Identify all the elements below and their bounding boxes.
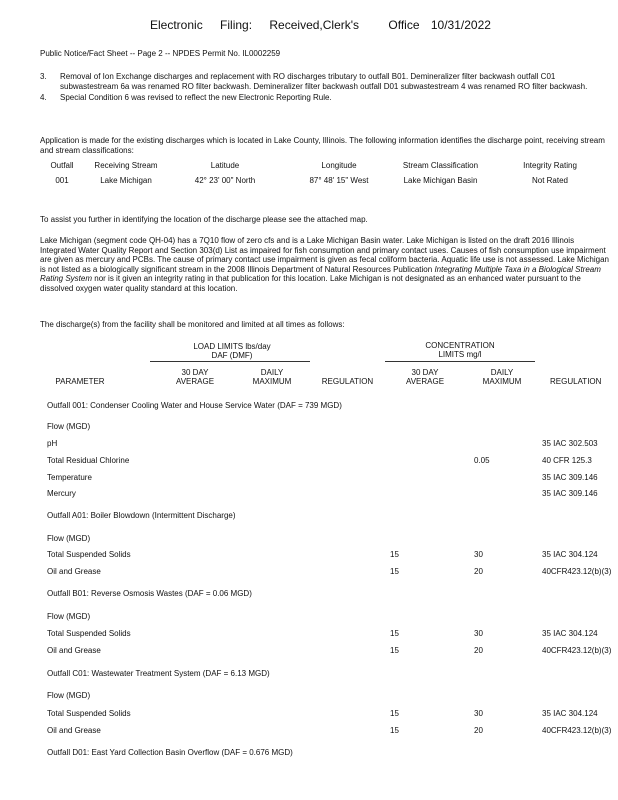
regulation-value: 35 IAC 309.146 xyxy=(542,473,598,482)
table-row xyxy=(47,646,617,656)
header-line-2: MAXIMUM xyxy=(482,377,522,386)
changes-list xyxy=(40,72,612,104)
table-cell: Lake Michigan Basin xyxy=(403,176,478,185)
header-line-2: MAXIMUM xyxy=(252,377,292,386)
column-header-load-regulation: REGULATION xyxy=(321,377,374,386)
table-row xyxy=(47,567,617,577)
column-header-parameter: PARAMETER xyxy=(55,377,105,386)
max-value: 20 xyxy=(474,567,483,576)
avg-value: 15 xyxy=(390,567,399,576)
regulation-value: 35 IAC 302.503 xyxy=(542,439,598,448)
stamp-part-2: Filing: xyxy=(220,18,253,32)
publication-title: Integrating Multiple Taxa in a Biological Stream Rating System xyxy=(40,264,601,284)
table-row xyxy=(47,489,617,499)
table-header-row xyxy=(40,161,615,176)
regulation-value: 35 IAC 304.124 xyxy=(542,550,598,559)
load-limits-title: LOAD LIMITS lbs/day xyxy=(193,342,271,351)
max-value: 30 xyxy=(474,550,483,559)
concentration-title: CONCENTRATION xyxy=(425,341,495,350)
parameter-name: Total Suspended Solids xyxy=(47,629,131,638)
table-row xyxy=(47,422,617,432)
table-cell: 001 xyxy=(55,176,69,185)
column-header-conc-30day xyxy=(390,368,460,386)
concentration-subtitle: LIMITS mg/l xyxy=(438,350,482,359)
parameter-name: Flow (MGD) xyxy=(47,691,91,700)
column-header: Latitude xyxy=(210,161,240,170)
column-header-conc-regulation: REGULATION xyxy=(550,377,602,386)
assist-paragraph: To assist you further in identifying the location of the discharge please see the attached map. xyxy=(40,215,368,224)
header-line-1: 30 DAY xyxy=(411,368,439,377)
stamp-part-5: 10/31/2022 xyxy=(430,18,491,32)
table-row xyxy=(40,176,615,185)
section-title: Outfall D01: East Yard Collection Basin Overflow (DAF = 0.676 MGD) xyxy=(47,748,293,757)
max-value: 20 xyxy=(474,646,483,655)
item-number: 4. xyxy=(40,93,47,102)
max-value: 0.05 xyxy=(474,456,490,465)
column-header-load-daily xyxy=(237,368,307,386)
table-row xyxy=(47,726,617,736)
parameter-name: Mercury xyxy=(47,489,76,498)
lake-text-part-2: nor is it given an integrity rating in that publication for this location. Lake Michigan is not designated as an enhanced water pursuant to the dissolved oxygen water quality standard at this location. xyxy=(40,274,581,293)
max-value: 30 xyxy=(474,629,483,638)
parameter-name: Flow (MGD) xyxy=(47,534,91,543)
parameter-name: Total Residual Chlorine xyxy=(47,456,130,465)
item-text: Special Condition 6 was revised to reflect the new Electronic Reporting Rule. xyxy=(60,93,332,102)
avg-value: 15 xyxy=(390,646,399,655)
location-table xyxy=(40,161,615,185)
load-limits-rule xyxy=(150,361,310,362)
section-title: Outfall B01: Reverse Osmosis Wastes (DAF = 0.06 MGD) xyxy=(47,589,252,598)
table-row xyxy=(47,612,617,622)
parameter-name: pH xyxy=(47,439,58,448)
regulation-value: 40CFR423.12(b)(3) xyxy=(542,646,612,655)
regulation-value: 35 IAC 304.124 xyxy=(542,709,598,718)
column-header-load-30day xyxy=(160,368,230,386)
avg-value: 15 xyxy=(390,726,399,735)
stamp-part-4: Office xyxy=(388,18,420,32)
header-line-1: DAILY xyxy=(260,368,284,377)
monitor-paragraph: The discharge(s) from the facility shall be monitored and limited at all times as follows: xyxy=(40,320,345,329)
avg-value: 15 xyxy=(390,550,399,559)
regulation-value: 35 IAC 304.124 xyxy=(542,629,598,638)
table-row xyxy=(47,456,617,466)
table-cell: 42° 23' 00" North xyxy=(194,176,256,185)
column-header: Stream Classification xyxy=(402,161,479,170)
concentration-limits-rule xyxy=(385,361,535,362)
max-value: 30 xyxy=(474,709,483,718)
parameter-name: Oil and Grease xyxy=(47,567,101,576)
header-line-1: DAILY xyxy=(490,368,514,377)
parameter-name: Total Suspended Solids xyxy=(47,550,131,559)
table-row xyxy=(47,473,617,483)
column-header: Longitude xyxy=(321,161,357,170)
item-text: Removal of Ion Exchange discharges and replacement with RO discharges tributary to outfall B01. Demineralizer filter backwash outfall C01 subwastestream 6a was renamed RO filter backwash. Demineralizer filter backwash outfall D01 subwastestream 4 was renamed RO filter backwash. xyxy=(60,72,588,91)
parameter-name: Flow (MGD) xyxy=(47,612,91,621)
parameter-name: Temperature xyxy=(47,473,92,482)
page-header: Public Notice/Fact Sheet -- Page 2 -- NPDES Permit No. IL0002259 xyxy=(40,49,281,58)
parameter-name: Oil and Grease xyxy=(47,646,101,655)
load-limits-subtitle: DAF (DMF) xyxy=(211,351,253,360)
stamp-part-1: Electronic xyxy=(150,18,203,32)
header-line-2: AVERAGE xyxy=(405,377,445,386)
table-row xyxy=(47,691,617,701)
parameter-name: Total Suspended Solids xyxy=(47,709,131,718)
column-header: Integrity Rating xyxy=(523,161,577,170)
parameter-name: Flow (MGD) xyxy=(47,422,91,431)
avg-value: 15 xyxy=(390,709,399,718)
regulation-value: 35 IAC 309.146 xyxy=(542,489,598,498)
item-number: 3. xyxy=(40,72,47,81)
stamp-part-3: Received,Clerk's xyxy=(269,18,360,32)
table-row xyxy=(47,629,617,639)
table-cell: Lake Michigan xyxy=(100,176,152,185)
column-header-conc-daily xyxy=(467,368,537,386)
regulation-value: 40CFR423.12(b)(3) xyxy=(542,726,612,735)
column-header: Outfall xyxy=(50,161,74,170)
header-line-1: 30 DAY xyxy=(181,368,209,377)
section-title: Outfall C01: Wastewater Treatment System (DAF = 6.13 MGD) xyxy=(47,669,270,678)
lake-paragraph xyxy=(40,236,610,294)
avg-value: 15 xyxy=(390,629,399,638)
table-cell: Not Rated xyxy=(531,176,569,185)
max-value: 20 xyxy=(474,726,483,735)
table-row xyxy=(47,534,617,544)
list-item xyxy=(40,93,612,103)
section-title: Outfall 001: Condenser Cooling Water and House Service Water (DAF = 739 MGD) xyxy=(47,401,342,410)
parameter-name: Oil and Grease xyxy=(47,726,101,735)
table-row xyxy=(47,709,617,719)
header-line-2: AVERAGE xyxy=(175,377,215,386)
concentration-limits-header xyxy=(380,341,540,359)
column-header: Receiving Stream xyxy=(94,161,158,170)
electronic-filing-stamp xyxy=(150,18,505,32)
list-item xyxy=(40,72,612,92)
application-paragraph: Application is made for the existing discharges which is located in Lake County, Illinois. The following information identifies the discharge point, receiving stream and stream classifications: xyxy=(40,136,605,155)
regulation-value: 40CFR423.12(b)(3) xyxy=(542,567,612,576)
lake-text-part-1: Lake Michigan (segment code QH-04) has a 7Q10 flow of zero cfs and is a Lake Michigan Basin water. Lake Michigan is listed on the draft 2016 Illinois Integrated Water Quality Report and Section 303(d) List as impaired for fish consumption and primary contact uses. Causes of fish consumption use impairment are given as mercury and PCBs. The cause of primary contact use impairment is given as fecal coliform bacteria. Aquatic life use is not assessed. Lake Michigan is not listed as a biologically significant stream in the 2008 Illinois Department of Natural Resources Publication xyxy=(40,236,610,274)
regulation-value: 40 CFR 125.3 xyxy=(542,456,592,465)
load-limits-header xyxy=(150,342,314,360)
section-title: Outfall A01: Boiler Blowdown (Intermittent Discharge) xyxy=(47,511,236,520)
table-row xyxy=(47,550,617,560)
table-cell: 87° 48' 15" West xyxy=(309,176,369,185)
table-row xyxy=(47,439,617,449)
